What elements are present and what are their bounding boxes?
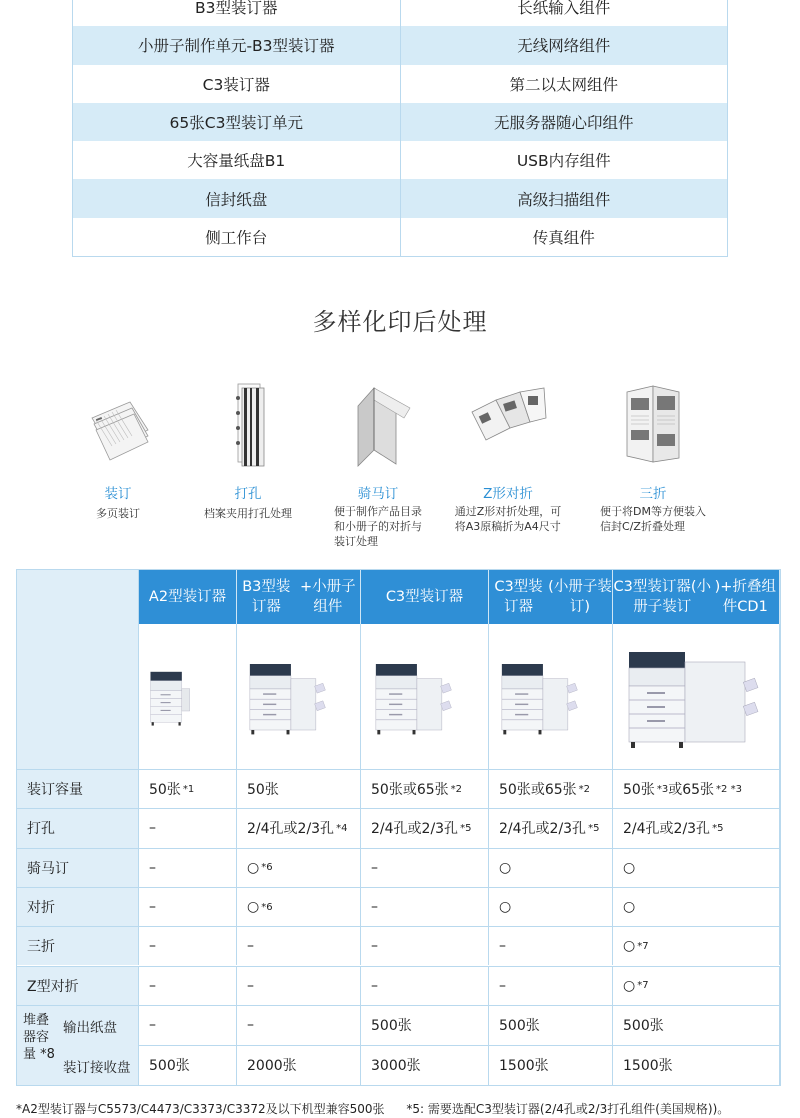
cell-value: 50张: [623, 782, 655, 799]
column-header-line: C3型装订器: [385, 589, 464, 605]
cell-value: 50张: [149, 782, 181, 799]
tri-fold-icon: [613, 378, 693, 468]
z-fold-icon: [463, 378, 553, 468]
row-label: 装订容量: [17, 770, 139, 808]
table-cell: [613, 967, 780, 1005]
cell-value: ○: [623, 977, 636, 994]
table-header-row: [17, 570, 780, 624]
printer-machine-icon: [621, 642, 771, 752]
feature-punch: [173, 378, 323, 521]
comparison-table: [16, 569, 781, 1086]
cell-footnote-mark: *7: [637, 940, 649, 952]
table-cell: [237, 770, 361, 808]
column-header: [139, 570, 237, 624]
feature-saddle: [303, 378, 453, 549]
cell-value: –: [371, 977, 378, 994]
footnotes: [16, 1100, 800, 1117]
options-cell: C3装订器: [73, 65, 401, 103]
footnote: *A2型装订器与C5573/C4473/C3373/C3372及以下机型兼容500张: [16, 1102, 385, 1116]
cell-value: 2/4孔或2/3孔: [623, 821, 711, 838]
feature-name: Z形对折: [483, 486, 533, 502]
printer-machine-icon: [146, 642, 230, 752]
row-label: Z型对折: [17, 967, 139, 1005]
feature-name: 打孔: [234, 486, 262, 502]
table-row: [17, 848, 780, 887]
options-row: [73, 65, 727, 103]
options-cell: 传真组件: [532, 228, 595, 247]
cell-value: –: [499, 938, 506, 955]
feature-name: 骑马订: [357, 486, 399, 502]
product-image-cell: [361, 624, 489, 769]
table-row: [17, 926, 780, 965]
table-cell: [139, 927, 237, 965]
cell-footnote-mark: *7: [637, 980, 649, 992]
feature-desc: 档案夹用打孔处理: [204, 507, 292, 520]
column-header: [489, 570, 613, 624]
table-cell: [139, 770, 237, 808]
footnote: *5: 需要选配C3型装订器(2/4孔或2/3打孔组件(美国规格))。: [406, 1102, 730, 1116]
table-cell: 500张: [139, 1046, 237, 1085]
column-header-line: +小册子组件: [300, 579, 356, 615]
cell-value: 或65张: [668, 782, 715, 799]
table-cell: 1500张: [489, 1046, 613, 1085]
table-cell: 2000张: [237, 1046, 361, 1085]
options-cell: 第二以太网组件: [509, 75, 618, 94]
row-label: 三折: [17, 927, 139, 965]
options-cell: 高级扫描组件: [517, 190, 611, 209]
table-cell: [489, 927, 613, 965]
table-cell: [361, 927, 489, 965]
cell-value: ○: [623, 859, 636, 876]
stapled-sheets-icon: [78, 378, 158, 468]
printer-machine-icon: [244, 642, 354, 752]
cell-value: ○: [247, 859, 260, 876]
cell-value: ○: [499, 859, 512, 876]
cell-footnote-mark: *2: [450, 783, 463, 795]
table-cell: 1500张: [613, 1046, 780, 1085]
table-cell: [613, 927, 780, 965]
options-cell: 大容量纸盘B1: [73, 141, 401, 179]
feature-desc: 便于将DM等方便装入 信封C/Z折叠处理: [600, 505, 706, 533]
cell-footnote-mark: *5: [712, 822, 724, 834]
cell-footnote-mark: *5: [460, 822, 472, 834]
cell-value: –: [247, 938, 254, 955]
options-row: [73, 0, 727, 26]
table-cell: 500张: [613, 1006, 780, 1045]
stack-sub-label: 装订接收盘: [63, 1059, 131, 1076]
cell-value: 2/4孔或2/3孔: [371, 821, 459, 838]
row-label: 对折: [17, 888, 139, 926]
column-header-line: )+折叠组件CD1: [714, 579, 776, 615]
table-cell: –: [237, 1006, 361, 1045]
product-image-cell: [237, 624, 361, 769]
cell-value: 2/4孔或2/3孔: [499, 821, 587, 838]
cell-value: –: [247, 977, 254, 994]
options-table: [72, 0, 728, 257]
column-header-line: B3型装订器: [242, 579, 291, 615]
cell-value: –: [149, 899, 156, 916]
cell-value: 50张: [247, 782, 279, 799]
table-cell: [613, 849, 780, 887]
table-cell: [139, 809, 237, 847]
saddle-stitch-icon: [338, 378, 418, 468]
cell-value: ○: [623, 938, 636, 955]
options-cell: 无线网络组件: [517, 37, 611, 56]
table-cell: [361, 888, 489, 926]
product-image-row: [17, 624, 780, 769]
table-cell: [489, 770, 613, 808]
cell-footnote-mark: *3: [656, 783, 669, 795]
table-cell: [237, 967, 361, 1005]
column-header: [361, 570, 489, 624]
options-row: [73, 179, 727, 217]
cell-footnote-mark: *2 *3: [716, 783, 742, 795]
options-row: [73, 103, 727, 141]
column-header-line: (小册子装订): [548, 579, 612, 615]
options-cell: 信封纸盘: [73, 179, 401, 217]
cell-value: –: [499, 977, 506, 994]
options-row: [73, 218, 727, 256]
table-row: [139, 1045, 780, 1085]
table-cell: [361, 770, 489, 808]
column-header: [237, 570, 361, 624]
feature-desc: 便于制作产品目录 和小册子的对折与 装订处理: [334, 505, 422, 548]
punched-binder-icon: [208, 378, 288, 468]
row-label: 骑马订: [17, 849, 139, 887]
options-cell: 侧工作台: [73, 218, 401, 256]
table-cell: 500张: [361, 1006, 489, 1045]
table-cell: [489, 809, 613, 847]
table-cell: [361, 849, 489, 887]
table-cell: [237, 809, 361, 847]
cell-value: ○: [623, 899, 636, 916]
table-cell: [237, 888, 361, 926]
cell-value: 50张或65张: [499, 782, 577, 799]
feature-name: 三折: [639, 486, 667, 502]
feature-staple: [43, 378, 193, 521]
stack-capacity-title: 堆叠 器容 量 *8: [23, 1012, 55, 1062]
cell-footnote-mark: *6: [261, 862, 273, 874]
feature-list: [40, 378, 760, 548]
table-cell: [613, 809, 780, 847]
options-cell: 无服务器随心印组件: [493, 114, 634, 133]
table-cell: [139, 967, 237, 1005]
table-cell: [613, 770, 780, 808]
column-header-line: C3型装订器(小册子装订: [613, 579, 712, 615]
column-header-line: C3型装订器: [494, 579, 543, 615]
cell-value: –: [149, 938, 156, 955]
column-header: [613, 570, 780, 624]
product-image-cell: [489, 624, 613, 769]
options-cell: B3型装订器: [73, 0, 401, 26]
cell-value: –: [371, 859, 378, 876]
feature-trifold: [578, 378, 728, 534]
feature-name: 装订: [104, 486, 132, 502]
product-image-cell: [139, 624, 237, 769]
table-cell: 3000张: [361, 1046, 489, 1085]
stack-capacity-label-group: [17, 1005, 139, 1085]
cell-footnote-mark: *2: [578, 783, 591, 795]
table-cell: [237, 927, 361, 965]
table-cell: –: [139, 1006, 237, 1045]
table-cell: [139, 888, 237, 926]
options-cell: 长纸输入组件: [517, 0, 611, 18]
table-row: [17, 808, 780, 847]
table-cell: [361, 967, 489, 1005]
cell-footnote-mark: *6: [261, 901, 273, 913]
stack-sub-label: 输出纸盘: [63, 1019, 117, 1036]
feature-desc: 通过Z形对折处理，可 将A3原稿折为A4尺寸: [454, 505, 562, 533]
table-row: [17, 769, 780, 808]
table-cell: [361, 809, 489, 847]
printer-machine-icon: [370, 642, 480, 752]
cell-value: –: [149, 859, 156, 876]
cell-value: –: [149, 977, 156, 994]
table-row: [17, 887, 780, 926]
feature-desc: 多页装订: [96, 507, 140, 520]
column-header-line: A2型装订器: [148, 589, 227, 605]
section-title: 多样化印后处理: [312, 308, 488, 336]
table-cell: [489, 888, 613, 926]
cell-value: 50张或65张: [371, 782, 449, 799]
cell-value: 2/4孔或2/3孔: [247, 821, 335, 838]
options-row: [73, 141, 727, 179]
table-cell: [237, 849, 361, 887]
cell-value: ○: [499, 899, 512, 916]
feature-zfold: [433, 378, 583, 534]
product-image-cell: [613, 624, 780, 769]
image-corner: [17, 624, 139, 769]
table-row: [17, 966, 780, 1005]
printer-machine-icon: [496, 642, 606, 752]
table-cell: [613, 888, 780, 926]
cell-value: –: [371, 899, 378, 916]
table-row: [139, 1005, 780, 1045]
options-cell: USB内存组件: [516, 152, 611, 171]
cell-footnote-mark: *1: [182, 783, 195, 795]
header-corner: [17, 570, 139, 624]
row-label: 打孔: [17, 809, 139, 847]
table-cell: [489, 967, 613, 1005]
cell-value: –: [149, 820, 156, 837]
cell-value: –: [371, 938, 378, 955]
cell-footnote-mark: *5: [588, 822, 600, 834]
cell-footnote-mark: *4: [336, 822, 348, 834]
options-cell: 小册子制作单元-B3型装订器: [73, 26, 401, 64]
table-cell: 500张: [489, 1006, 613, 1045]
table-cell: [139, 849, 237, 887]
options-row: [73, 26, 727, 64]
cell-value: ○: [247, 899, 260, 916]
table-cell: [489, 849, 613, 887]
options-cell: 65张C3型装订单元: [73, 103, 401, 141]
